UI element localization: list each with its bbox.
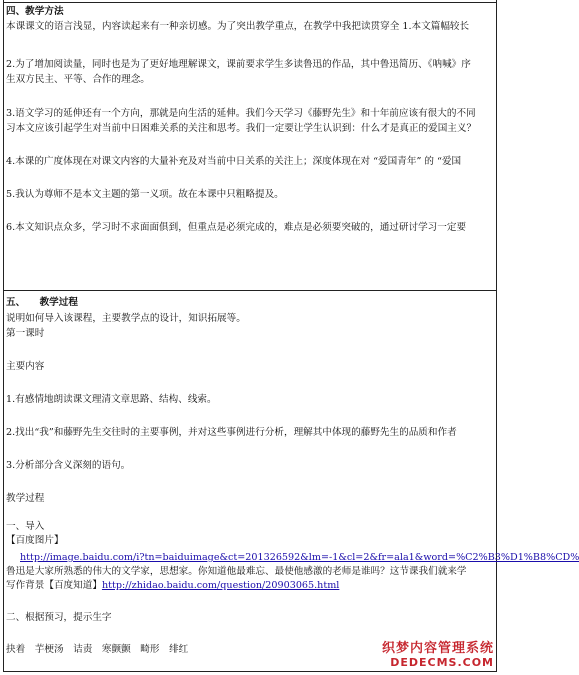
section-4-paragraph-2b: 生双方民主、平等、合作的理念。 (6, 74, 150, 85)
intro-text: 鲁迅是大家所熟悉的伟大的文学家，思想家。你知道他最难忘、最使他感激的老师是谁吗？这节课我们就来学 (6, 566, 467, 577)
section-4-paragraph-5: 5.我认为尊师不是本文主题的第一义项。故在本课中只粗略提及。 (6, 189, 284, 200)
watermark (382, 637, 494, 669)
main-point-2: 2.找出“我”和藤野先生交往时的主要事例，并对这些事例进行分析，理解其中体现的藤野先生的品质和作者 (6, 427, 457, 438)
main-point-1: 1.有感情地朗读课文理清文章思路、结构、线索。 (6, 394, 217, 405)
section-4-paragraph-2a: 2.为了增加阅读量，同时也是为了更好地理解课文，课前要求学生多读鲁迅的作品，其中鲁迅简历、《呐喊》序 (6, 59, 471, 70)
step-1-label: 一、导入 (6, 521, 45, 532)
table-top-border (3, 2, 497, 3)
section-5-intro: 说明如何导入该课程，主要教学点的设计，知识拓展等。 (6, 313, 246, 324)
section-4-paragraph-1: 本课课文的语言浅显，内容读起来有一种亲切感。为了突出教学重点，在教学中我把读贯穿全 1.本文篇幅较长 (6, 21, 470, 32)
writing-background-label: 写作背景【百度知道】 (6, 580, 102, 591)
watermark-title: 织梦内容管理系统 (381, 641, 494, 656)
section-4-paragraph-6: 6.本文知识点众多，学习时不求面面俱到，但重点是必须完成的，难点是必须要突破的，通过研讨学习一定要 (6, 222, 467, 233)
section-4-heading: 四、教学方法 (6, 6, 64, 17)
first-lesson-label: 第一课时 (6, 328, 45, 339)
zhidao-link[interactable]: http://zhidao.baidu.com/question/20903065.html (101, 580, 340, 591)
section-5-heading: 五、 教学过程 (6, 297, 78, 308)
section-4-paragraph-3a: 3.语文学习的延伸还有一个方向，那就是向生活的延伸。我们今天学习《藤野先生》和十年前应该有很大的不同 (6, 108, 476, 119)
baidu-image-link[interactable]: http://image.baidu.com/i?tn=baiduimage&ct=201326592&lm=-1&cl=2&fr=ala1&word=%C2%B3%D1%B8%CD% (20, 552, 579, 563)
watermark-domain: DEDECMS.COM (390, 656, 494, 669)
section-divider (3, 290, 497, 291)
section-4-paragraph-3b: 习本文应该引起学生对当前中日困难关系的关注和思考。我们一定要让学生认识到：什么才是真正的爱国主义？ (6, 123, 477, 134)
vocab-list: 抉着 芋梗汤 诘责 寒颤颤 畸形 绯红 (6, 644, 189, 655)
writing-background-row (6, 580, 496, 592)
main-point-3: 3.分析部分含义深刻的语句。 (6, 460, 131, 471)
main-content-label: 主要内容 (6, 361, 45, 372)
baidu-image-label: 【百度图片】 (6, 535, 64, 546)
teaching-process-label: 教学过程 (6, 493, 45, 504)
section-4-paragraph-4: 4.本课的广度体现在对课文内容的大量补充及对当前中日关系的关注上；深度体现在对 “爱国青年” 的 “爱国 (6, 156, 462, 167)
step-2-label: 二、根据预习，提示生字 (6, 612, 112, 623)
baidu-image-link-row (20, 552, 579, 564)
